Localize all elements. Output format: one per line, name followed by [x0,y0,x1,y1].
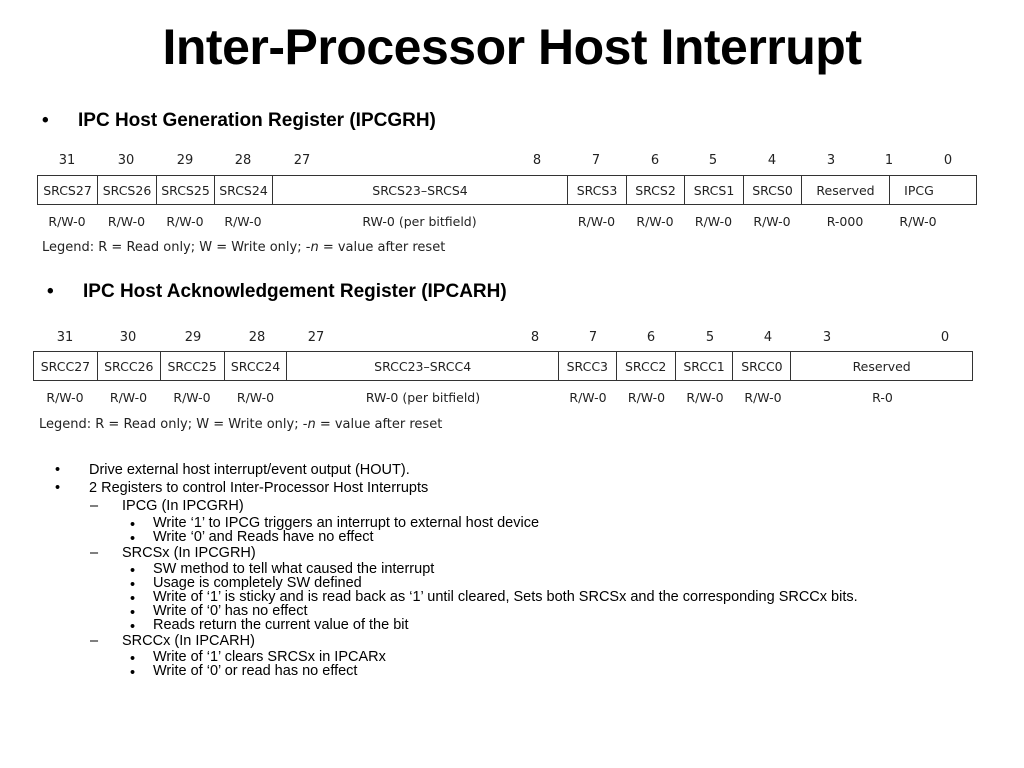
bit-number: 0 [940,330,950,345]
note-marker: • [130,562,136,579]
legend-prefix: Legend: R = Read only; W = Write only; - [39,417,308,432]
field-access: R/W-0 [224,213,262,229]
register-field: SRCC2 [617,352,676,380]
bullet-marker: • [42,110,49,131]
note-item [0,461,1024,479]
register-field: SRCC24 [225,352,288,380]
register-field: SRCS0 [744,176,802,204]
note-item [0,528,959,547]
field-access: R-0 [872,389,893,405]
field-access: R/W-0 [166,213,204,229]
register-field: SRCC26 [98,352,161,380]
register-field: SRCS26 [98,176,157,204]
field-access: R/W-0 [46,389,84,405]
register-field: SRCC23–SRCC4 [287,352,558,380]
register-field: SRCC1 [676,352,734,380]
bit-number: 4 [763,330,773,345]
bit-number: 6 [646,330,656,345]
note-item [0,602,959,621]
field-access: R/W-0 [627,389,666,405]
note-text: SRCCx (In IPCARH) [122,632,255,649]
note-text: Write ‘1’ to IPCG triggers an interrupt to external host device [153,514,540,531]
ipcgrh-heading-text: IPC Host Generation Register (IPCGRH) [78,110,436,131]
field-access: RW-0 (per bitfield) [365,389,481,405]
note-item [0,649,959,668]
legend-n: n [307,417,316,432]
bullet-marker: • [47,281,54,302]
note-item [0,632,1024,650]
bit-number: 30 [119,330,137,345]
register-field: Reserved [852,358,911,374]
note-marker: – [90,632,99,649]
field-access: R/W-0 [577,213,616,229]
field-access: R/W-0 [569,389,607,405]
notes-list [0,461,1024,682]
field-access: R/W-0 [173,389,211,405]
bit-number: 8 [532,153,542,168]
note-marker: • [55,480,61,497]
register-field: SRCS23–SRCS4 [273,176,568,204]
note-item [0,514,959,533]
note-marker: • [130,576,136,593]
note-item [0,497,1024,515]
bit-number: 27 [307,330,325,345]
note-text: Usage is completely SW defined [153,574,362,591]
ipcarh-access-row [33,386,973,408]
register-field: SRCC25 [161,352,225,380]
field-access: R/W-0 [107,213,146,229]
slide-title: Inter-Processor Host Interrupt [162,19,862,75]
note-item [0,574,959,593]
register-field: SRCS2 [627,176,685,204]
note-text: SRCSx (In IPCGRH) [122,544,256,561]
note-marker: • [130,604,136,621]
ipcarh-register-fields [33,351,973,381]
note-marker: • [55,462,61,478]
note-text: Write ‘0’ and Reads have no effect [153,528,374,545]
bit-number: 28 [248,330,266,345]
legend-n: n [310,240,319,255]
bit-number: 5 [705,330,715,345]
field-access: R/W-0 [48,213,86,229]
note-text: 2 Registers to control Inter-Processor Host Interrupts [89,480,429,497]
field-access: R/W-0 [753,213,791,229]
field-access: R/W-0 [109,389,148,405]
note-item [0,588,959,607]
note-item [0,663,959,682]
note-text: Write of ‘1’ is sticky and is read back as ‘1’ until cleared, Sets both SRCSx and the corresponding SRCCx bits. [153,588,858,605]
field-access: R/W-0 [744,389,782,405]
register-field: SRCS1 [685,176,744,204]
field-access: R/W-0 [694,213,733,229]
register-field: SRCS27 [38,176,98,204]
note-marker: – [90,544,99,561]
field-access: R/W-0 [236,389,275,405]
note-marker: • [130,618,136,635]
bit-number: 1 [884,153,894,168]
note-text: Drive external host interrupt/event output (HOUT). [89,462,410,478]
note-item [0,544,1024,562]
note-marker: • [130,530,136,547]
register-field: SRCC27 [34,352,98,380]
note-item [0,479,1024,497]
bit-number: 29 [184,330,202,345]
bit-number: 0 [943,153,953,168]
bit-number: 6 [650,153,660,168]
bit-number: 30 [117,153,135,168]
field-access: R/W-0 [686,389,724,405]
bit-number: 31 [58,153,76,168]
field-access: RW-0 (per bitfield) [362,213,477,229]
note-marker: • [130,651,136,668]
field-access: R/W-0 [636,213,674,229]
bit-number: 28 [234,153,252,168]
note-text: Write of ‘1’ clears SRCSx in IPCARx [153,649,386,666]
register-field: Reserved [802,176,890,204]
field-access: R-000 [826,213,864,229]
ipcgrh-legend [42,240,445,255]
note-item [0,616,959,635]
note-text: SW method to tell what caused the interrupt [153,560,435,577]
legend-suffix: = value after reset [315,417,443,432]
register-field: SRCC0 [733,352,791,380]
note-marker: • [130,516,136,533]
note-text: IPCG (In IPCGRH) [122,498,244,515]
bit-number: 31 [56,330,74,345]
register-field: IPCG [904,182,934,198]
register-field: SRCS25 [157,176,215,204]
note-marker: • [130,665,136,682]
bit-number: 8 [530,330,540,345]
ipcarh-heading-text: IPC Host Acknowledgement Register (IPCARH) [83,281,507,302]
register-field: SRCS24 [215,176,273,204]
ipcarh-legend [39,417,442,432]
note-marker: – [90,498,99,515]
field-access: R/W-0 [899,213,937,229]
ipcgrh-heading [42,110,436,132]
note-marker: • [130,590,136,607]
legend-prefix: Legend: R = Read only; W = Write only; - [42,240,311,255]
note-text: Write of ‘0’ or read has no effect [153,663,358,680]
bit-number: 7 [591,153,601,168]
bit-number: 3 [826,153,836,168]
bit-number: 7 [588,330,598,345]
note-text: Write of ‘0’ has no effect [153,602,308,619]
bit-number: 3 [822,330,832,345]
register-field: SRCC3 [559,352,617,380]
ipcgrh-access-row [37,210,977,232]
ipcgrh-register-fields [37,175,977,205]
ipcarh-heading [47,281,507,303]
register-field: SRCS3 [568,176,627,204]
note-item [0,560,959,579]
bit-number: 4 [767,153,777,168]
note-text: Reads return the current value of the bit [153,616,409,633]
bit-number: 29 [176,153,194,168]
bit-number: 27 [293,153,311,168]
bit-number: 5 [708,153,718,168]
legend-suffix: = value after reset [318,240,446,255]
